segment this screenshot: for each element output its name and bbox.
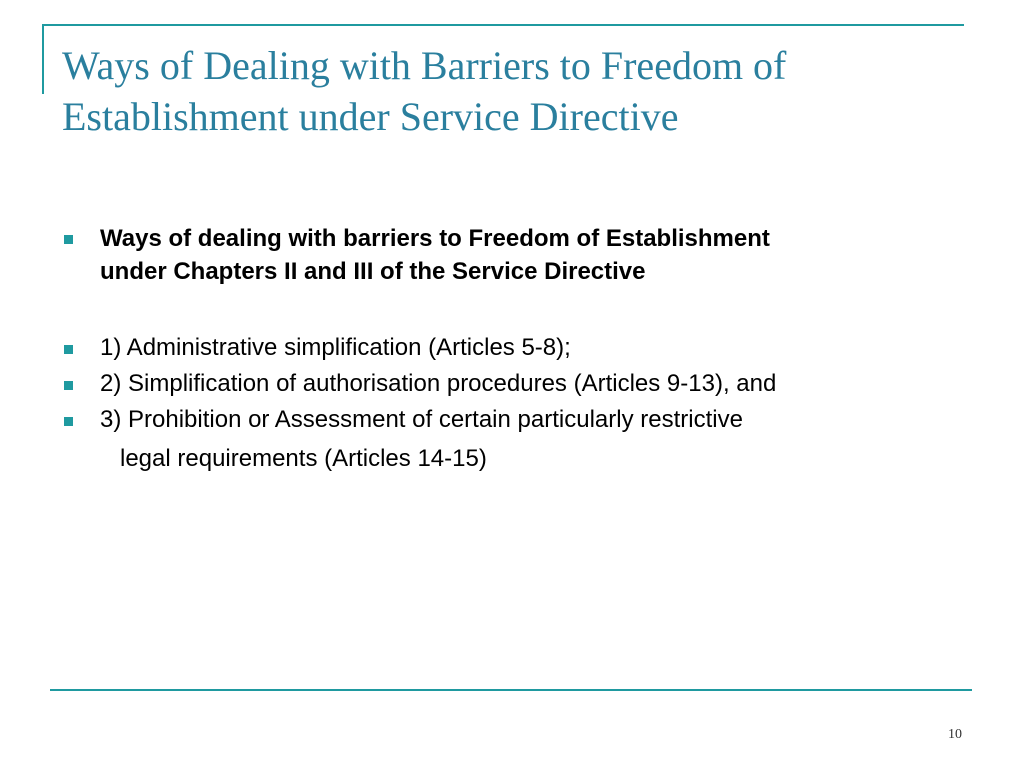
left-accent-bar [42, 24, 44, 94]
square-bullet-icon [64, 381, 73, 390]
spacer [60, 288, 970, 330]
heading-bullet-line-1: Ways of dealing with barriers to Freedom of Establishment [100, 225, 770, 252]
top-divider [42, 24, 964, 26]
page-number: 10 [948, 727, 962, 742]
slide-content [60, 222, 970, 477]
heading-bullet-line-2: under Chapters II and III of the Service Directive [100, 258, 646, 285]
list-item-text: 3) Prohibition or Assessment of certain particularly restrictive [100, 406, 743, 433]
list-item [60, 402, 970, 477]
list-item-text: 2) Simplification of authorisation procedures (Articles 9-13), and [100, 370, 777, 397]
list-item [60, 366, 970, 402]
slide-title [62, 40, 962, 142]
square-bullet-icon [64, 345, 73, 354]
list-item [60, 330, 970, 366]
slide-title-line-2: Establishment under Service Directive [62, 94, 679, 139]
slide-title-line-1: Ways of Dealing with Barriers to Freedom of [62, 43, 787, 88]
list-item-continuation: legal requirements (Articles 14-15) [120, 445, 487, 472]
square-bullet-icon [64, 235, 73, 244]
list-item-text: 1) Administrative simplification (Articles 5-8); [100, 334, 571, 361]
bottom-divider [50, 689, 972, 691]
heading-bullet [60, 222, 970, 288]
square-bullet-icon [64, 417, 73, 426]
